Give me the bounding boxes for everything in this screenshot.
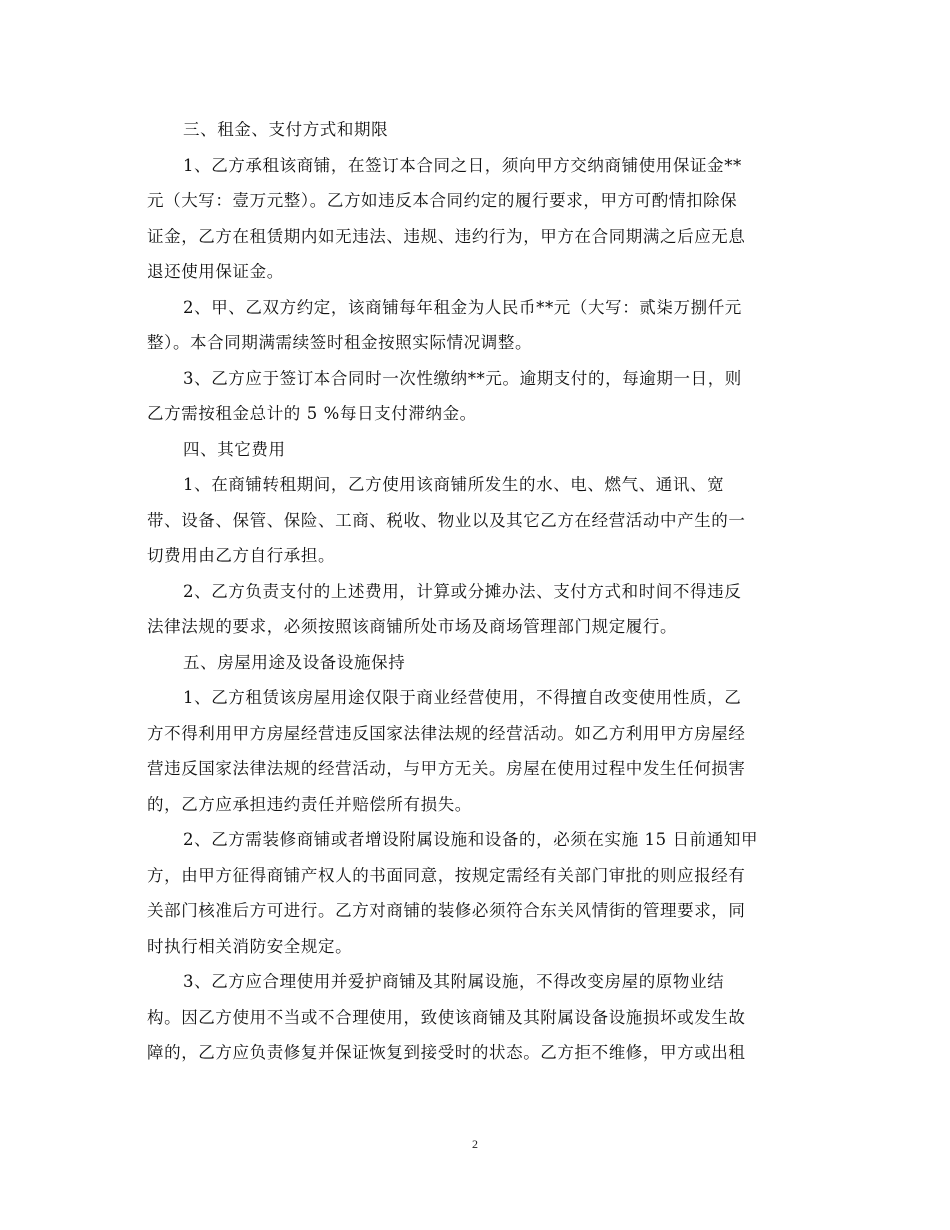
document-body (147, 112, 807, 1071)
text-line: 1、在商铺转租期间，乙方使用该商铺所发生的水、电、燃气、通讯、宽 (183, 475, 725, 494)
text-line: 乙方需按租金总计的 5 %每日支付滞纳金。 (147, 404, 477, 423)
text-line: 时执行相关消防安全规定。 (147, 936, 353, 956)
text-line: 方不得利用甲方房屋经营违反国家法律法规的经营活动。如乙方利用甲方房屋经 (147, 723, 746, 743)
text-line: 3、乙方应于签订本合同时一次性缴纳**元。逾期支付的，每逾期一日，则 (183, 368, 742, 388)
text-line: 2、甲、乙双方约定，该商铺每年租金为人民币**元（大写：贰柒万捌仟元 (183, 297, 742, 317)
text-line: 元（大写：壹万元整）。乙方如违反本合同约定的履行要求，甲方可酌情扣除保 (147, 191, 738, 210)
text-line: 五、房屋用途及设备设施保持 (183, 652, 406, 672)
text-line: 3、乙方应合理使用并爱护商铺及其附属设施，不得改变房屋的原物业结 (183, 972, 725, 991)
text-line: 切费用由乙方自行承担。 (147, 546, 336, 565)
text-line: 方，由甲方征得商铺产权人的书面同意，按规定需经有关部门审批的则应报经有 (147, 865, 746, 885)
text-line: 证金，乙方在租赁期内如无违法、违规、违约行为，甲方在合同期满之后应无息 (147, 226, 746, 246)
text-line: 营违反国家法律法规的经营活动，与甲方无关。房屋在使用过程中发生任何损害 (147, 759, 746, 778)
text-line: 法律法规的要求，必须按照该商铺所处市场及商场管理部门规定履行。 (147, 617, 678, 636)
text-line: 整）。本合同期满需续签时租金按照实际情况调整。 (147, 333, 533, 352)
text-line: 带、设备、保管、保险、工商、税收、物业以及其它乙方在经营活动中产生的一 (147, 510, 746, 530)
text-line: 2、乙方负责支付的上述费用，计算或分摊办法、支付方式和时间不得违反 (183, 581, 742, 601)
page-number: 2 (472, 1137, 478, 1151)
text-line: 的，乙方应承担违约责任并赔偿所有损失。 (147, 794, 472, 814)
text-line: 关部门核准后方可进行。乙方对商铺的装修必须符合东关风情街的管理要求，同 (147, 901, 746, 920)
text-line: 构。因乙方使用不当或不合理使用，致使该商铺及其附属设备设施损坏或发生故 (147, 1007, 746, 1027)
text-line: 四、其它费用 (183, 439, 286, 459)
text-line: 2、乙方需装修商铺或者增设附属设施和设备的，必须在实施 15 日前通知甲 (183, 830, 759, 849)
text-line: 障的，乙方应负责修复并保证恢复到接受时的状态。乙方拒不维修，甲方或出租 (147, 1043, 746, 1062)
text-line: 1、乙方租赁该房屋用途仅限于商业经营使用，不得擅自改变使用性质，乙 (183, 688, 742, 707)
text-line: 退还使用保证金。 (147, 262, 284, 281)
text-line: 三、租金、支付方式和期限 (183, 120, 389, 139)
text-line: 1、乙方承租该商铺，在签订本合同之日，须向甲方交纳商铺使用保证金** (183, 155, 742, 175)
